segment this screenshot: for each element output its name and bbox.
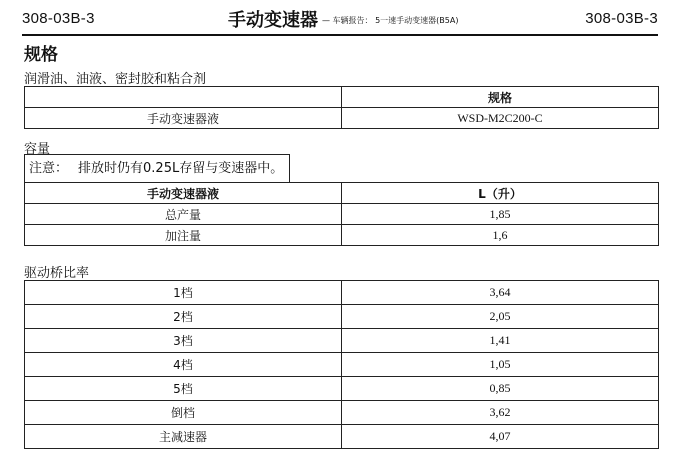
table-cell-name: 4档 [25,353,342,377]
table-row [25,329,659,353]
table-cell-name: 加注量 [25,225,342,246]
section-title: 规格 [24,45,58,65]
table-header-spec: 规格 [342,87,659,108]
table-header-empty [25,87,342,108]
table-row [25,401,659,425]
lubricants-heading: 润滑油、油液、密封胶和粘合剂 [24,72,207,87]
table-cell-value: 0,85 [342,377,659,401]
table-row [25,425,659,449]
table-row [25,108,659,129]
table-cell-value: 3,64 [342,281,659,305]
table-header-row [25,183,659,204]
table-cell-value: 1,85 [342,204,659,225]
table-cell-name: 主减速器 [25,425,342,449]
note-text: 排放时仍有0.25L存留与变速器中。 [78,161,284,176]
ratios-table [24,280,659,449]
table-cell-spec: WSD-M2C200-C [342,108,659,129]
header-title-group [228,6,458,32]
table-cell-name: 1档 [25,281,342,305]
table-cell-value: 1,41 [342,329,659,353]
table-cell-value: 1,6 [342,225,659,246]
table-row [25,377,659,401]
table-row [25,225,659,246]
section-code-left: 308-03B-3 [22,10,95,27]
table-cell-name: 5档 [25,377,342,401]
table-cell-value: 2,05 [342,305,659,329]
note-label: 注意： [29,161,69,176]
lubricants-table [24,86,659,129]
table-cell-value: 1,05 [342,353,659,377]
header-divider [22,34,658,36]
table-cell-name: 总产量 [25,204,342,225]
table-cell-name: 倒档 [25,401,342,425]
table-row [25,353,659,377]
table-cell-name: 手动变速器液 [25,108,342,129]
table-cell-name: 2档 [25,305,342,329]
table-row [25,305,659,329]
table-cell-value: 4,07 [342,425,659,449]
table-row [25,281,659,305]
table-cell-name: 3档 [25,329,342,353]
table-header-fluid: 手动变速器液 [25,183,342,204]
table-header-unit: L（升） [342,183,659,204]
table-row [25,204,659,225]
capacity-heading: 容量 [24,142,51,157]
section-code-right: 308-03B-3 [585,10,658,27]
note-box [24,154,290,182]
table-cell-value: 3,62 [342,401,659,425]
page-header [0,0,700,40]
header-title: 手动变速器 [228,10,318,31]
table-header-row [25,87,659,108]
capacity-table [24,182,659,246]
header-subtitle: — 车辆报告： 5一速手动变速器(B5A) [322,16,459,25]
ratios-heading: 驱动桥比率 [24,266,90,281]
